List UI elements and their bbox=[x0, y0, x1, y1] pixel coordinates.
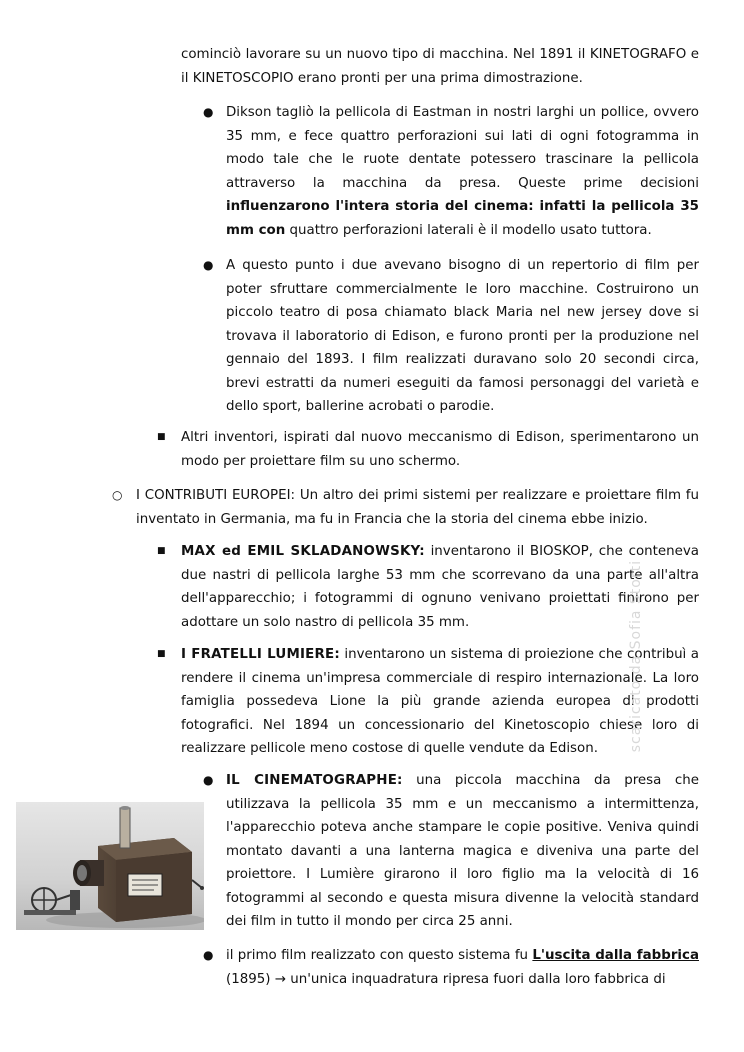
cinematographe-text: una piccola macchina da presa che utilizzava la pellicola 35 mm e un meccanismo a intermittenza, l'apparecchio poteva anche stampare le copie positive. Veniva quindi montato davanti a una lanterna magica e diveniva una parte del proiettore. I Lumière girarono il loro figlio ma la velocità di 16 fotogrammi al secondo e questa misura divenne la velocità standard dei film in tutto il mondo per circa 25 anni. bbox=[226, 773, 699, 929]
bullet-square-icon: ■ bbox=[157, 649, 166, 659]
lumiere-label: I FRATELLI LUMIERE: bbox=[181, 647, 340, 662]
bullet-dot-icon: ● bbox=[203, 773, 214, 787]
lumiere-paragraph bbox=[181, 643, 699, 761]
intro-text: cominciò lavorare su un nuovo tipo di macchina. Nel 1891 il KINETOGRAFO e il KINETOSCOPIO erano pronti per una prima dimostrazione. bbox=[181, 47, 699, 86]
altri-text: Altri inventori, ispirati dal nuovo meccanismo di Edison, sperimentarono un modo per proiettare film su uno schermo. bbox=[181, 430, 699, 469]
dickson-text: Dikson tagliò la pellicola di Eastman in nostri larghi un pollice, ovvero 35 mm, e fece quattro perforazioni sui lati di ogni fotogramma in modo tale che le ruote dentate potessero trascinare la pellicola attraverso la macchina da presa. Queste prime decisioni bbox=[226, 105, 699, 191]
lumiere-text: inventarono un sistema di proiezione che contribuì a rendere il cinema un'impresa commerciale di respiro internazionale. La loro famiglia possedeva Lione la più grande azienda europea di prodotti fotografici. Nel 1894 un concessionario del Kinetoscopio chiese loro di realizzare pellicole meno costose di quelle vendute da Edison. bbox=[181, 647, 699, 756]
primo-film-tail: (1895) → un'unica inquadratura ripresa fuori dalla loro fabbrica di bbox=[226, 971, 666, 987]
skladanowsky-text: inventarono il BIOSKOP, che conteneva due nastri di pellicola larghe 53 mm che scorrevano da una parte all'altra dell'apparecchio; i fotogrammi di ognuno venivano proiettati finirono per adottare un solo nastro di pellicola 35 mm. bbox=[181, 544, 699, 630]
bullet-dot-icon: ● bbox=[203, 948, 214, 962]
bullet-dot-icon: ● bbox=[203, 258, 214, 272]
dickson-tail: quattro perforazioni laterali è il modello usato tuttora. bbox=[285, 222, 652, 238]
bullet-circle-icon: ○ bbox=[112, 488, 123, 502]
film-title: L'uscita dalla fabbrica bbox=[532, 948, 699, 963]
bullet-square-icon: ■ bbox=[157, 546, 166, 556]
dickson-paragraph bbox=[226, 101, 699, 242]
black-maria-text: A questo punto i due avevano bisogno di un repertorio di film per poter sfruttare commercialmente le loro macchine. Costruirono un piccolo teatro di posa chiamato black Maria nel new jersey dove si trovava il laboratorio di Edison, e furono pronti per la produzione nel gennaio del 1893. I film realizzati duravano solo 20 secondi circa, brevi estratti da numeri eseguiti da famosi personaggi del varietà e dello sport, ballerine acrobati o parodie. bbox=[226, 258, 699, 414]
altri-paragraph bbox=[181, 426, 699, 473]
bullet-dot-icon: ● bbox=[203, 105, 214, 119]
black-maria-paragraph bbox=[226, 254, 699, 419]
primo-film-paragraph bbox=[226, 944, 699, 991]
dickson-bold: influenzarono l'intera storia del cinema: infatti la pellicola 35 mm con bbox=[226, 199, 699, 238]
intro-paragraph bbox=[181, 43, 699, 90]
bullet-square-icon: ■ bbox=[157, 432, 166, 442]
contributi-text: I CONTRIBUTI EUROPEI: Un altro dei primi sistemi per realizzare e proiettare film fu inventato in Germania, ma fu in Francia che la storia del cinema ebbe inizio. bbox=[136, 488, 699, 527]
skladanowsky-paragraph bbox=[181, 540, 699, 634]
contributi-paragraph bbox=[136, 484, 699, 531]
cinematographe-paragraph bbox=[226, 769, 699, 934]
cinematographe-photo bbox=[16, 802, 204, 930]
primo-film-text: il primo film realizzato con questo sistema fu bbox=[226, 948, 533, 963]
cinematographe-label: IL CINEMATOGRAPHE: bbox=[226, 773, 403, 788]
skladanowsky-label: MAX ed EMIL SKLADANOWSKY: bbox=[181, 544, 425, 559]
watermark: scaricato da Sofia Storti bbox=[628, 560, 644, 753]
